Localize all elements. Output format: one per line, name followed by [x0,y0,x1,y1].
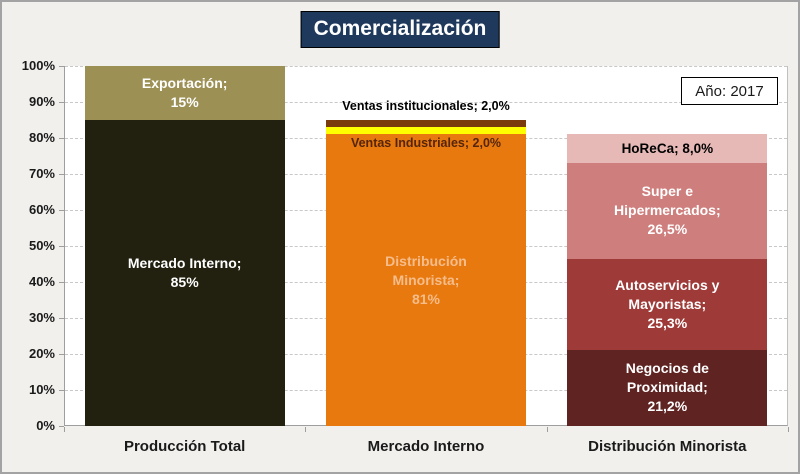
y-axis-label: 80% [28,130,55,145]
y-axis-tick [59,174,64,175]
y-axis-label: 10% [28,382,55,397]
y-axis-label: 20% [28,346,55,361]
y-axis-tick [59,246,64,247]
y-axis-label: 0% [36,418,55,433]
segment-label: Autoservicios y Mayoristas; 25,3% [615,276,720,331]
segment-label: HoReCa; 8,0% [621,140,714,156]
bar-segment-distribuci-n-minorista [326,134,526,426]
y-axis-tick [59,66,64,67]
bar-segment-ventas-industriales [326,127,526,134]
y-axis-tick [59,318,64,319]
bar-segment-autoservicios-y-mayoristas [567,259,767,350]
year-annotation [681,77,778,105]
y-axis-tick [59,102,64,103]
bar-segment-super-e-hipermercados [567,163,767,258]
x-axis-tick [788,427,789,432]
x-axis-tick [305,427,306,432]
segment-label: Ventas institucionales; 2,0% [342,99,510,113]
segment-label: Negocios de Proximidad; 21,2% [625,360,709,415]
bar-segment-ventas-institucionales [326,120,526,127]
y-axis-tick [59,210,64,211]
y-axis-tick [59,354,64,355]
bar-segment-negocios-de-proximidad [567,350,767,426]
y-axis-label: 70% [28,166,55,181]
x-axis-tick [547,427,548,432]
segment-label: Exportación; 15% [141,75,228,110]
bar-segment-exportaci-n [85,66,285,120]
y-axis-label: 50% [28,238,55,253]
segment-label: Super e Hipermercados; 26,5% [614,183,721,238]
year-annotation-text: Año: 2017 [695,82,764,100]
x-axis-category-label: Distribución Minorista [588,438,747,455]
x-axis-category-label: Producción Total [123,438,246,455]
x-axis-category-label: Mercado Interno [367,438,485,455]
y-axis-label: 60% [28,202,55,217]
chart-title [301,11,500,48]
segment-label: Distribución Minorista; 81% [385,252,467,307]
y-axis-tick [59,138,64,139]
y-axis-label: 90% [28,94,55,109]
y-axis-label: 40% [28,274,55,289]
y-axis-label: 100% [21,58,55,73]
bar-segment-mercado-interno [85,120,285,426]
y-axis-tick [59,282,64,283]
x-axis-tick [64,427,65,432]
chart-title-text: Comercialización [313,17,487,40]
segment-label: Ventas Industriales; 2,0% [350,136,502,151]
segment-label: Mercado Interno; 85% [127,255,242,290]
y-axis-tick [59,390,64,391]
y-axis-label: 30% [28,310,55,325]
bar-segment-horeca [567,134,767,163]
